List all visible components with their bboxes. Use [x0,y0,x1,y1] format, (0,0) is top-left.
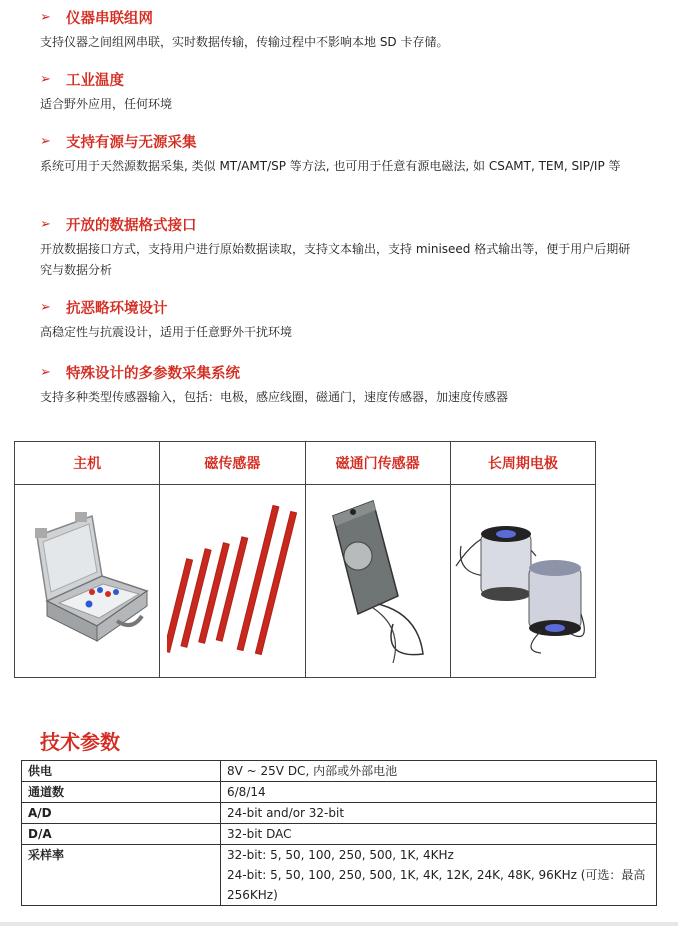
feature-6 [40,361,640,408]
feature-text: 支持仪器之间组网串联，实时数据传输，传输过程中不影响本地 SD 卡存储。 [40,35,449,49]
product-header: 长周期电极 [450,442,595,485]
arrow-bullet-icon: ➢ [40,9,51,25]
table-row [22,803,657,824]
specs-title: 技术参数 [40,730,120,754]
feature-text: 开放数据接口方式，支持用户进行原始数据读取，支持文本输出，支持 miniseed 格式输出等，便于用户后期研究与数据分析 [40,242,631,277]
page-bottom-divider [0,922,678,926]
spec-value-line: 32-bit: 5, 50, 100, 250, 500, 1K, 4KHz [227,848,454,862]
feature-title: 仪器串联组网 [66,10,153,27]
spec-key: 通道数 [22,782,221,803]
product-header: 磁传感器 [160,442,305,485]
feature-title: 抗恶略环境设计 [66,300,168,317]
table-row [22,845,657,906]
feature-text: 支持多种类型传感器输入，包括：电极，感应线圈，磁通门，速度传感器，加速度传感器 [40,390,509,404]
spec-value-line: 24-bit: 5, 50, 100, 250, 500, 1K, 4K, 12K, 24K, 48K, 96KHz (可选：最高 [227,868,646,882]
product-header: 主机 [15,442,160,485]
spec-value: 8V ~ 25V DC, 内部或外部电池 [221,761,657,782]
magnetic-sensor-image [160,485,305,678]
long-period-electrode-image [450,485,595,678]
arrow-bullet-icon: ➢ [40,364,51,380]
spec-key: 供电 [22,761,221,782]
feature-title: 支持有源与无源采集 [66,134,197,151]
arrow-bullet-icon: ➢ [40,299,51,315]
table-row [22,824,657,845]
spec-value [221,845,657,906]
feature-1 [40,6,640,53]
feature-title: 开放的数据格式接口 [66,217,197,234]
spec-value: 6/8/14 [221,782,657,803]
arrow-bullet-icon: ➢ [40,216,51,232]
specs-table [21,760,657,906]
spec-value: 24-bit and/or 32-bit [221,803,657,824]
spec-value-line: 256KHz) [227,888,278,902]
host-unit-image [15,485,160,678]
feature-text: 高稳定性与抗震设计，适用于任意野外干扰环境 [40,325,293,339]
table-row [22,782,657,803]
feature-text: 适合野外应用，任何环境 [40,97,173,111]
feature-title: 特殊设计的多参数采集系统 [66,365,240,382]
feature-4 [40,213,640,281]
arrow-bullet-icon: ➢ [40,71,51,87]
feature-text: 系统可用于天然源数据采集, 类似 MT/AMT/SP 等方法, 也可用于任意有源电磁法, 如 CSAMT, TEM, SIP/IP 等 [40,159,621,173]
arrow-bullet-icon: ➢ [40,133,51,149]
feature-3 [40,130,640,177]
spec-key: A/D [22,803,221,824]
table-row [22,761,657,782]
fluxgate-sensor-image [305,485,450,678]
feature-title: 工业温度 [66,72,124,89]
feature-2 [40,68,640,115]
spec-key: D/A [22,824,221,845]
feature-5 [40,296,640,343]
spec-key: 采样率 [22,845,221,906]
product-table [14,441,596,678]
spec-value: 32-bit DAC [221,824,657,845]
product-header: 磁通门传感器 [305,442,450,485]
